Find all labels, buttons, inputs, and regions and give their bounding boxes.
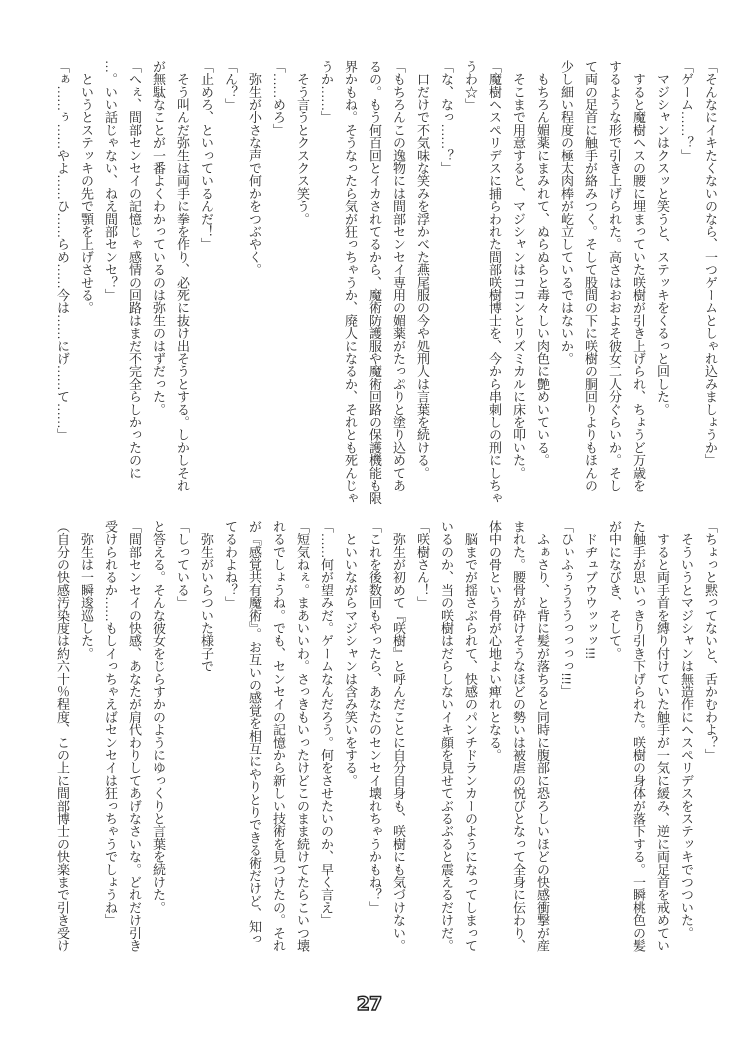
- text-column: 「これを後数回もやったら、あなたのセンセイ壊れちゃうかもね？」: [367, 520, 382, 914]
- text-column: 少し細い程度の極太肉棒が屹立しているではないか。: [559, 60, 574, 365]
- text-column: ふぁさり、と背に髪が落ちると同時に腹部に恐ろしいほどの快感衝撃が産: [535, 520, 550, 952]
- text-column: といいながらマジシャンは含み笑いをする。: [343, 520, 358, 787]
- text-column: そう叫んだ弥生は両手に拳を作り、必死に抜け出そうとする。しかしそれ: [175, 60, 190, 492]
- text-column: そこまで用意すると、マジシャンはココンとリズミカルに床を叩いた。: [511, 60, 526, 480]
- text-column: 「咲樹さん！」: [415, 520, 430, 609]
- page-number: 27: [356, 993, 382, 1015]
- text-column: すると魔樹ヘスの腰に埋まっていた咲樹が引き上げられ、ちょうど万歳を: [631, 60, 646, 492]
- text-column: 「へぇ、間部センセイの記憶じゃ感情の回路はまだ不完全らしかったのに: [127, 60, 142, 480]
- text-column: うか……」: [319, 60, 334, 124]
- text-column: 「しっている」: [175, 520, 190, 609]
- text-column: て両の足首に触手が絡みつく。そして股間の下に咲樹の胴回りよりもほんの: [583, 60, 598, 492]
- text-column: すると両手首を縛り付けていた触手が一気に緩み、逆に両足首を戒めてい: [655, 520, 670, 952]
- text-column: れるでしょうね。でも、センセイの記憶から新しい技術を見つけたの。それ: [271, 520, 286, 952]
- text-column: 「ひぃふぅうううっっっっ!!!」: [559, 520, 574, 698]
- text-column: 口だけで不気味な笑みを浮かべた燕尾服の今や処刑人は言葉を続ける。: [415, 60, 430, 480]
- text-column: （自分の快感汚染度は約六十％程度、この上に間部博士の快楽まで引き受け: [55, 520, 70, 952]
- text-column: 脳までが揺さぶられて、快感のパンチドランカーのようになってしまって: [463, 520, 478, 952]
- text-block-lower: [50, 520, 722, 970]
- text-column: 界かもね。そうなったら気が狂っちゃうか、廃人になるか、それとも死んじゃ: [343, 60, 358, 505]
- text-column: ドヂュブウウッッッ!!!: [583, 520, 598, 660]
- text-column: 「……何が望みだ。ゲームなんだろう。何をさせたいのか、早く言え」: [319, 520, 334, 927]
- text-column: 受けられるか……もしイっちゃえばセンセイは狂っちゃうでしょうね」: [103, 520, 118, 927]
- text-column: 「ん？」: [223, 60, 238, 111]
- text-column: 「ゲーム……？」: [679, 60, 694, 162]
- text-column: 弥生が小さな声で何かをつぶやく。: [247, 60, 262, 276]
- text-column: 弥生が初めて『咲樹』と呼んだことに自分自身も、咲樹にも気づけない。: [391, 520, 406, 952]
- text-column: そう言うとクスクス笑う。: [295, 60, 310, 226]
- text-column: 「な、なっ……？」: [439, 60, 454, 175]
- text-column: 「止めろ、といっているんだ！」: [199, 60, 214, 251]
- text-column: いるのか、当の咲樹はだらしないイキ顔を見せてぶるぶると震えるだけだ。: [439, 520, 454, 952]
- text-column: 「もちろんこの逸物には間部センセイ専用の媚薬がたっぷりと塗り込めてあ: [391, 60, 406, 492]
- text-column: が中になびき、そして。: [607, 520, 622, 660]
- text-column: マジシャンはクスッと笑うと、ステッキをくるっと回した。: [655, 60, 670, 416]
- text-column: が無駄なことが一番よくわかっているのは弥生のはずだった。: [151, 60, 166, 416]
- text-column: 体中の骨という骨が心地よい痺れとなる。: [487, 520, 502, 762]
- text-column: 「魔樹ヘスペリデスに捕らわれた間部咲樹博士を、今から串刺しの刑にしちゃ: [487, 60, 502, 505]
- text-column: というとステッキの先で顎を上げさせる。: [79, 60, 94, 315]
- text-column: …。いい話じゃない、ねえ間部センセ？」: [103, 60, 118, 302]
- text-column: うわ☆」: [463, 60, 478, 111]
- text-column: もちろん媚薬にまみれて、ぬらぬらと毒々しい肉色に艶めいている。: [535, 60, 550, 467]
- text-column: が『感覚共有魔術』。お互いの感覚を相互にやりとりできる術だけど、知っ: [247, 520, 262, 946]
- text-column: するような形で引き上げられた。高さはおおよそ彼女二人分ぐらいか。そし: [607, 60, 622, 492]
- text-column: 弥生がいらついた様子で: [199, 520, 214, 673]
- text-column: るの。もう何百回とイカされてるから、魔術防護服や魔術回路の保護機能も限: [367, 60, 382, 505]
- text-column: と答える。そんな彼女をじらすかのようにゆっくりと言葉を続けた。: [151, 520, 166, 914]
- text-block-upper: [50, 60, 722, 510]
- text-column: 「短気ねぇ。まあいいわ。さっきもいったけどこのまま続けてたらこいつ壊: [295, 520, 310, 952]
- text-column: 「ちょっと黙ってないと、舌かむわよ？」: [703, 520, 718, 762]
- text-column: 「間部センセイの快感、あなたが肩代わりしてあげなさいな。どれだけ引き: [127, 520, 142, 952]
- text-column: 弥生は一瞬逡巡した。: [79, 520, 94, 660]
- text-column: そういうとマジシャンは無造作にヘスペリデスをステッキでつついた。: [679, 520, 694, 940]
- text-column: てるわよね？」: [223, 520, 238, 609]
- text-column: た触手が思いっきり引き下げられた。咲樹の身体が落下する。一瞬桃色の髪: [631, 520, 646, 952]
- text-column: まれた。腰骨が砕けそうなほどの勢いは被虐の悦びとなって全身に伝わり、: [511, 520, 526, 952]
- text-column: 「……めろ」: [271, 60, 286, 137]
- text-column: 「そんなにイキたくないのなら、一つゲームとしゃれ込みましょうか」: [703, 60, 718, 467]
- text-column: 「ぁ……ぅ……やよ……ひ……らめ……今は……にげ……て……」: [55, 60, 70, 442]
